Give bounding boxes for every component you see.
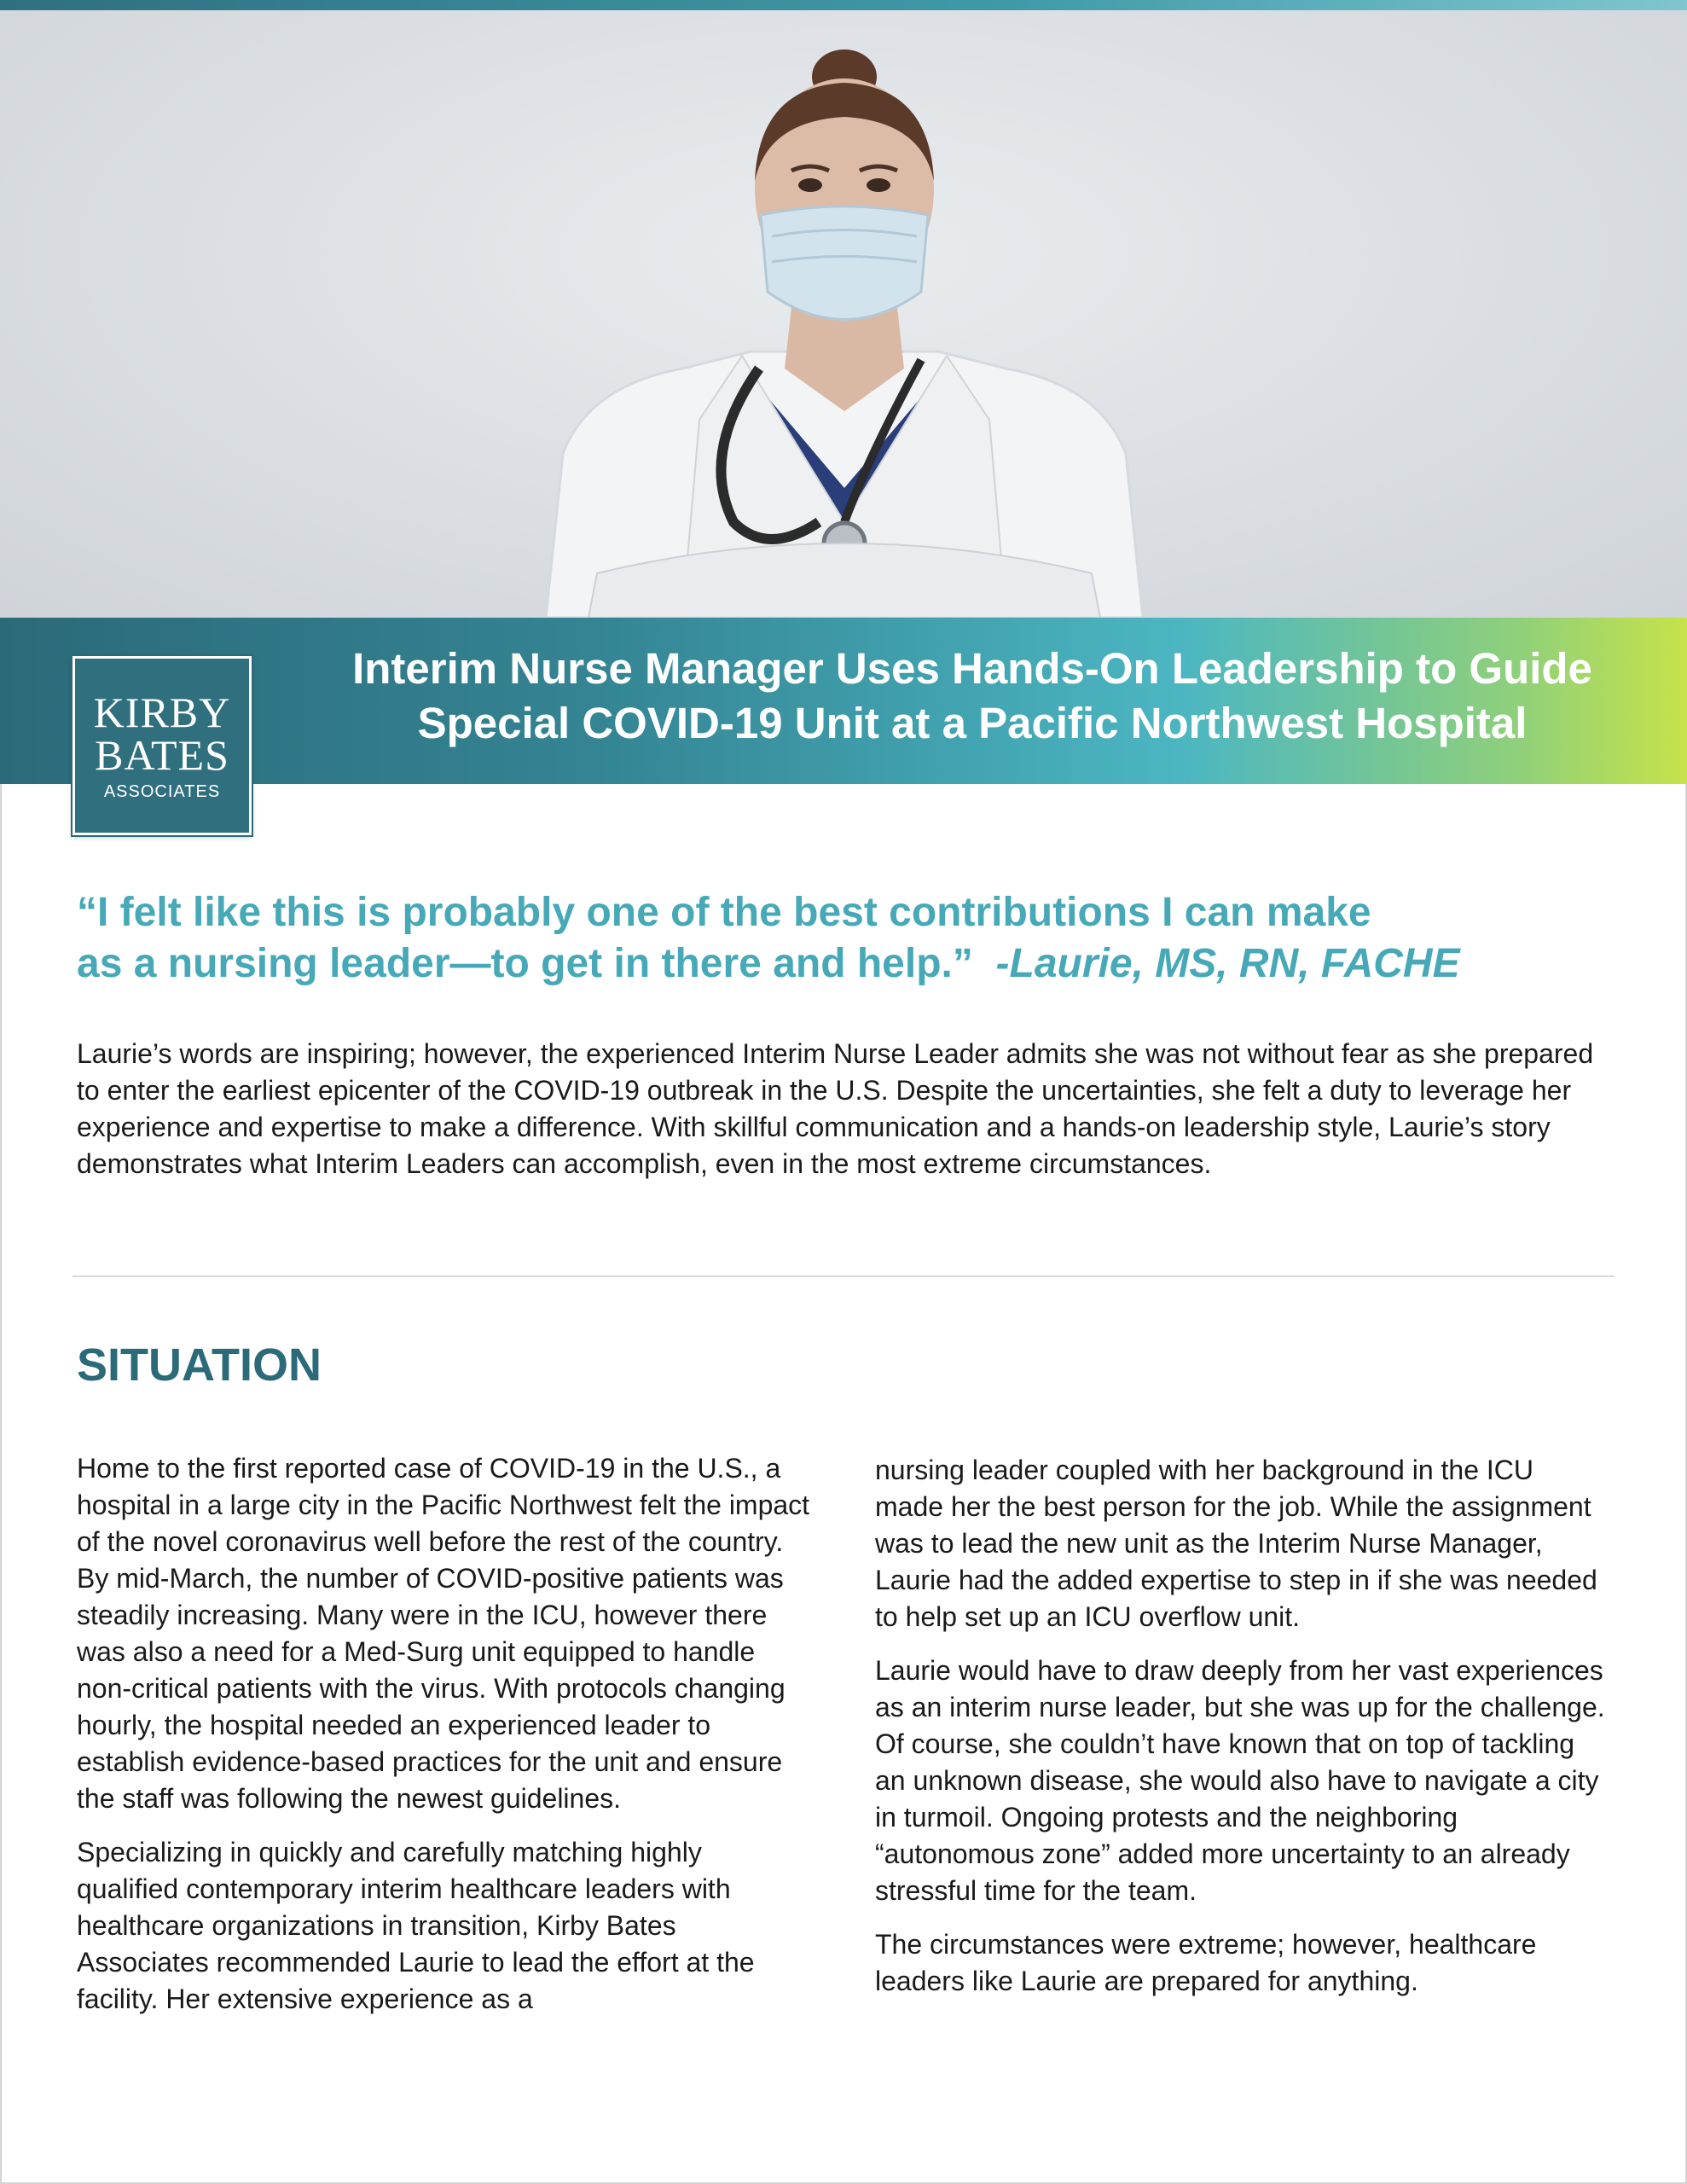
situation-column-left <box>77 1450 810 2035</box>
nurse-illustration <box>0 10 1687 618</box>
logo-line2: BATES <box>95 731 229 779</box>
situation-paragraph: Laurie would have to draw deeply from her vast experiences as an interim nurse leader, but she was up for the challenge. Of course, she couldn’t have known that on top of tackling an unknown disease, she would also have to navigate a city in turmoil. Ongoing protests and the neighboring “autonomous zone” added more uncertainty to an already stressful time for the team. <box>875 1655 1605 1906</box>
pull-quote <box>77 887 1612 990</box>
intro-paragraph: Laurie’s words are inspiring; however, the experienced Interim Nurse Leader admits she was not without fear as she prepared to enter the earliest epicenter of the COVID-19 outbreak in the U.S. Despite the uncertainties, she felt a duty to leverage her experience and expertise to make a difference. With skillful communication and a hands-on leadership style, Laurie’s story demonstrates what Interim Leaders can accomplish, even in the most extreme circumstances. <box>77 1038 1594 1179</box>
quote-line2-text: as a nursing leader—to get in there and help.” <box>77 941 973 986</box>
logo-line1: KIRBY <box>93 688 231 736</box>
situation-paragraph: nursing leader coupled with her background in the ICU made her the best person for the job. While the assignment was to lead the new unit as the Interim Nurse Manager, Laurie had the added expertise to step in if she was needed to help set up an ICU overflow unit. <box>875 1455 1597 1632</box>
top-accent-strip <box>0 0 1687 10</box>
quote-line2 <box>77 938 1612 990</box>
situation-paragraph: The circumstances were extreme; however, healthcare leaders like Laurie are prepared for anything. <box>875 1929 1537 1996</box>
page-title-line2: Special COVID-19 Unit at a Pacific Northwest Hospital <box>417 699 1528 747</box>
situation-heading: SITUATION <box>77 1339 322 1391</box>
situation-paragraph: Specializing in quickly and carefully matching highly qualified contemporary interim healthcare leaders with healthcare organizations in transition, Kirby Bates Associates recommended Laurie to lead the effort at the facility. Her extensive experience as a <box>77 1837 755 2014</box>
hero-photo <box>0 10 1687 618</box>
kirby-bates-logo <box>72 656 252 835</box>
logo-line3: ASSOCIATES <box>103 782 221 801</box>
quote-attribution: -Laurie, MS, RN, FACHE <box>995 941 1460 986</box>
section-divider <box>72 1275 1615 1277</box>
page-title-line1: Interim Nurse Manager Uses Hands-On Leadership to Guide <box>352 644 1592 693</box>
situation-paragraph: Home to the first reported case of COVID-19 in the U.S., a hospital in a large city in the Pacific Northwest felt the impact of the novel coronavirus well before the rest of the country. By mid-March, the number of COVID-positive patients was steadily increasing. Many were in the ICU, however there was also a need for a Med-Surg unit equipped to handle non-critical patients with the virus. With protocols changing hourly, the hospital needed an experienced leader to establish evidence-based practices for the unit and ensure the staff was following the newest guidelines. <box>77 1453 810 1814</box>
quote-line1: “I felt like this is probably one of the best contributions I can make <box>77 890 1371 935</box>
page-title <box>281 642 1663 751</box>
situation-column-right <box>875 1452 1609 2017</box>
